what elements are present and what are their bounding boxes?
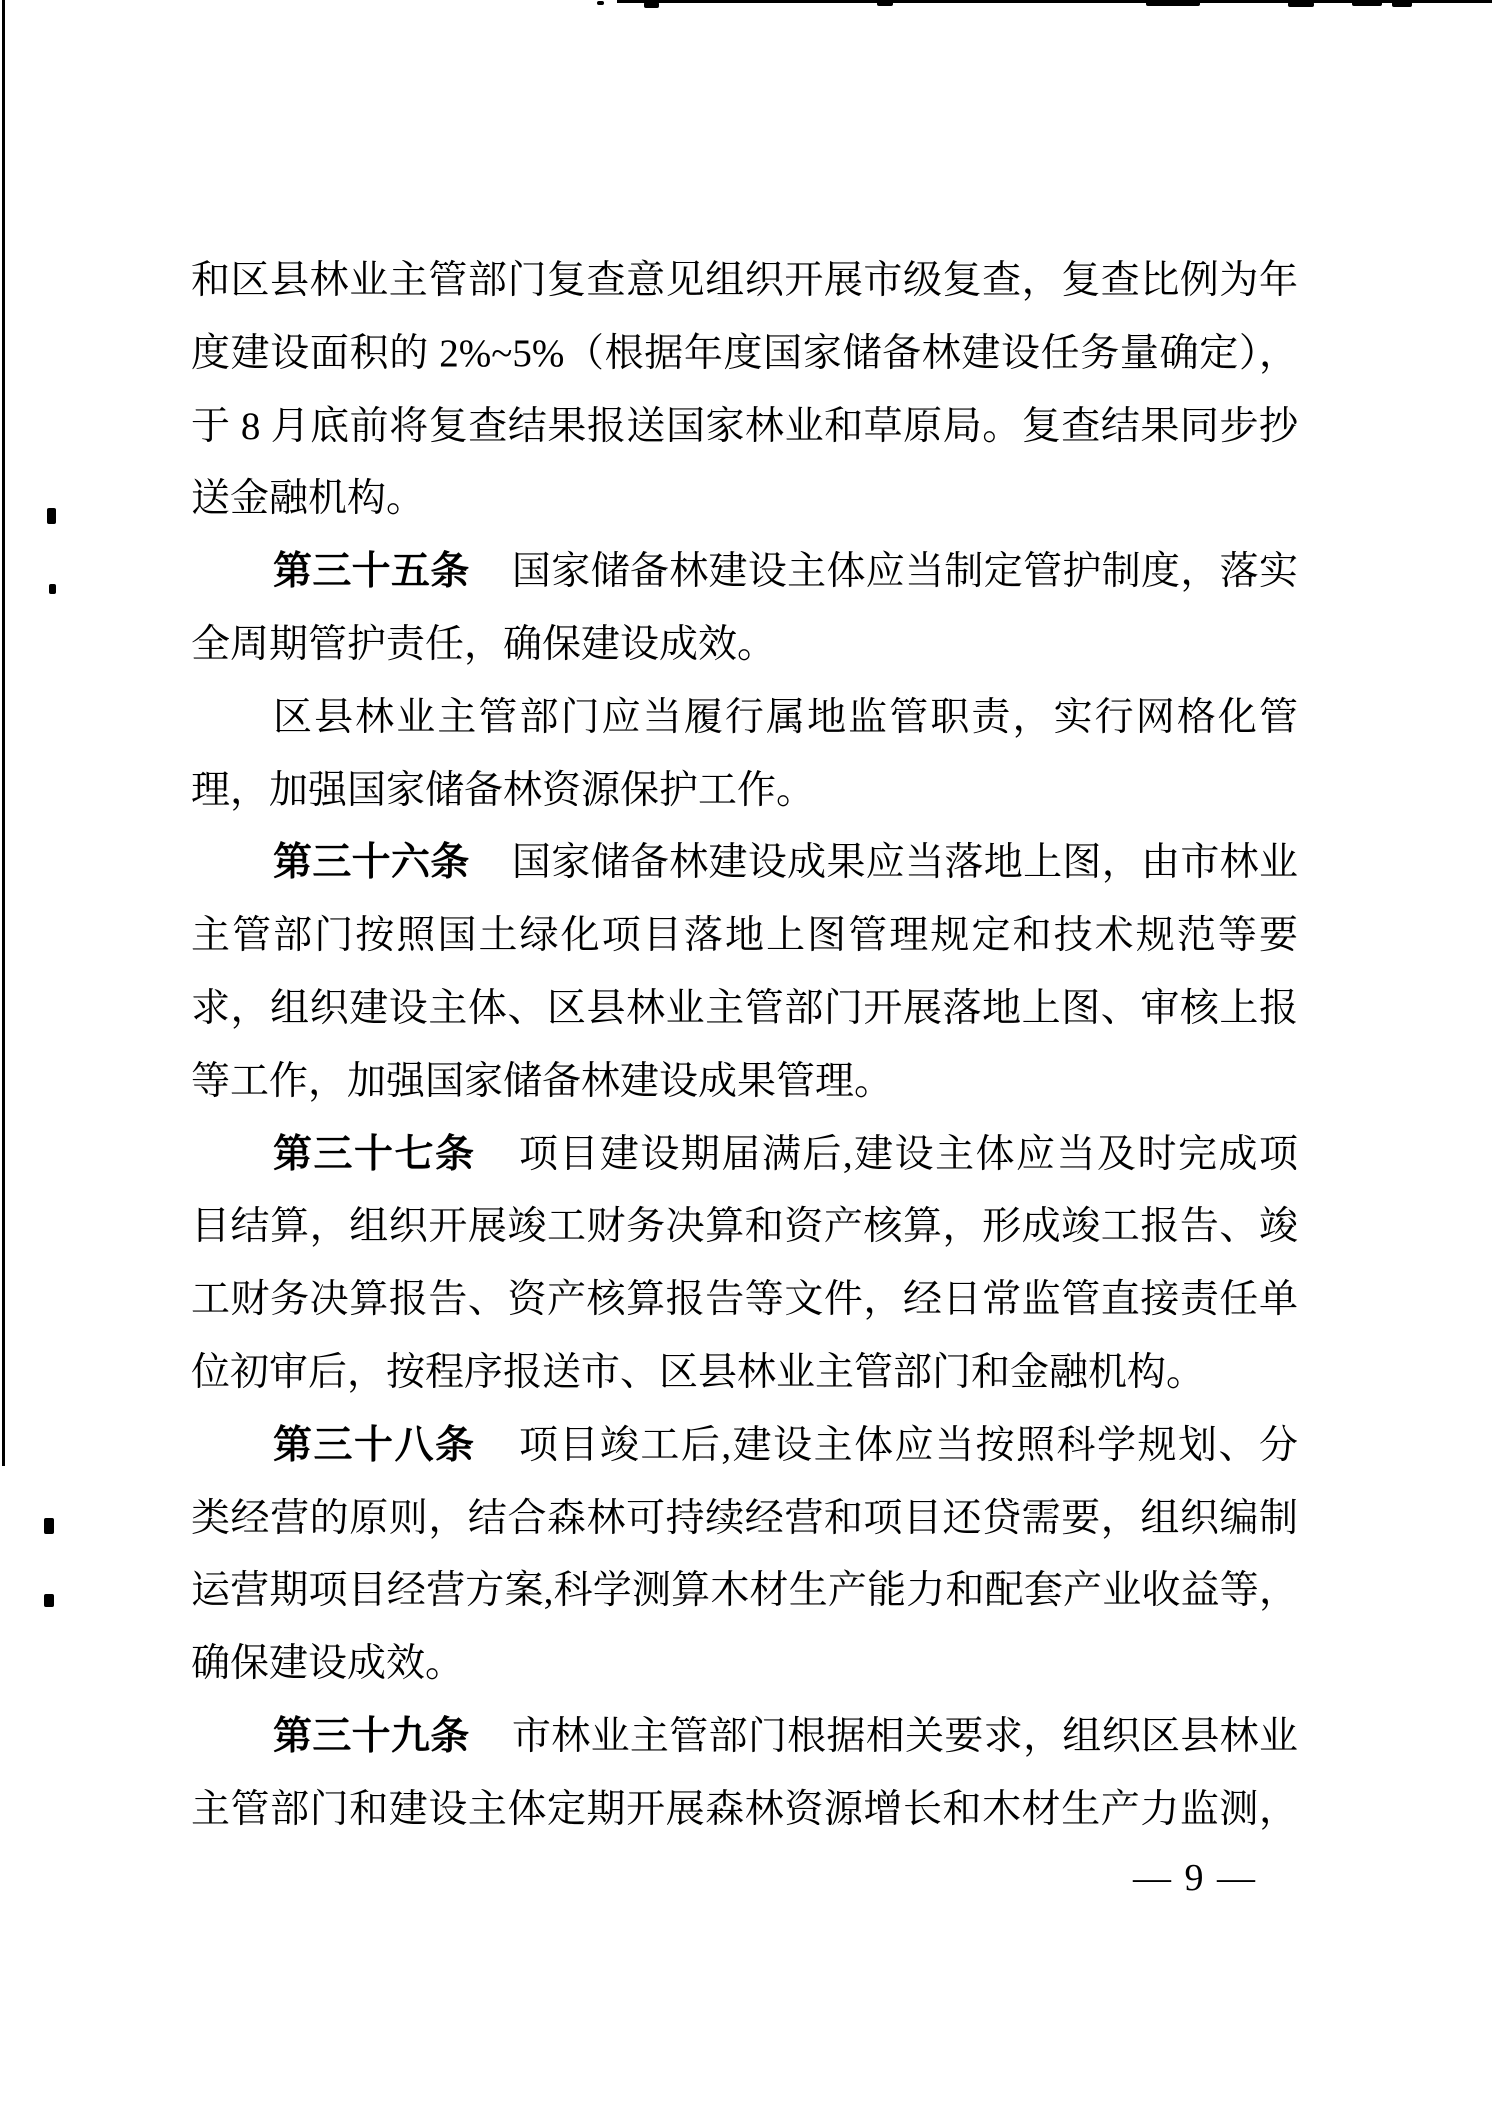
heading-gap [470, 874, 512, 875]
text-line [191, 755, 1298, 828]
text-line [191, 973, 1298, 1046]
line-text: 主管部门和建设主体定期开展森林资源增长和木材生产力监测， [191, 1787, 1298, 1831]
heading-gap [475, 1457, 517, 1458]
line-text: 位初审后，按程序报送市、区县林业主管部门和金融机构。 [191, 1350, 1206, 1394]
article-number-heading: 第三十八条 [273, 1423, 476, 1467]
text-line [191, 1555, 1298, 1628]
line-text: 全周期管护责任，确保建设成效。 [191, 622, 777, 666]
line-text: 确保建设成效。 [191, 1642, 465, 1686]
text-line [191, 391, 1298, 464]
scan-speck [597, 1, 604, 5]
article-number-heading: 第三十六条 [273, 841, 470, 885]
text-line [191, 1191, 1298, 1264]
line-text: 目结算，组织开展竣工财务决算和资产核算，形成竣工报告、竣 [191, 1205, 1298, 1249]
heading-gap [470, 1748, 512, 1749]
line-text: 和区县林业主管部门复查意见组织开展市级复查，复查比例为年 [191, 259, 1298, 302]
line-text: 区县林业主管部门应当履行属地监管职责，实行网格化管 [273, 695, 1298, 739]
page-number: — 9 — [1133, 1857, 1257, 1899]
article-number-heading: 第三十九条 [273, 1714, 470, 1758]
article-number-heading: 第三十五条 [273, 550, 470, 594]
text-line [191, 682, 1298, 755]
margin-ink-dot [44, 1594, 54, 1607]
text-block [191, 245, 1298, 1847]
line-text: 运营期项目经营方案,科学测算木材生产能力和配套产业收益等， [191, 1569, 1298, 1613]
scan-speck [1288, 2, 1314, 7]
text-line [191, 463, 1298, 536]
line-text: 度建设面积的 2%~5%（根据年度国家储备林建设任务量确定）， [191, 331, 1298, 375]
line-text: 主管部门按照国土绿化项目落地上图管理规定和技术规范等要 [191, 914, 1298, 958]
line-text: 市林业主管部门根据相关要求，组织区县林业 [511, 1714, 1298, 1758]
line-text: 项目竣工后,建设主体应当按照科学规划、分 [517, 1423, 1298, 1467]
line-text: 国家储备林建设主体应当制定管护制度，落实 [511, 550, 1298, 594]
text-line [191, 1483, 1298, 1556]
text-line [191, 536, 1298, 609]
text-line [191, 1264, 1298, 1337]
line-text: 工财务决算报告、资产核算报告等文件，经日常监管直接责任单 [191, 1278, 1298, 1322]
text-line [191, 609, 1298, 682]
scan-speck [1392, 0, 1412, 7]
margin-ink-dot [47, 508, 56, 524]
text-line [191, 827, 1298, 900]
line-text: 理，加强国家储备林资源保护工作。 [191, 768, 816, 812]
article-number-heading: 第三十七条 [273, 1132, 476, 1176]
text-line [191, 1337, 1298, 1410]
line-text: 等工作，加强国家储备林建设成果管理。 [191, 1059, 894, 1103]
text-line [191, 900, 1298, 973]
scan-left-edge-line [2, 0, 5, 1466]
margin-ink-dot [49, 584, 56, 594]
heading-gap [475, 1166, 517, 1167]
text-line [191, 1774, 1298, 1847]
line-text: 送金融机构。 [191, 477, 426, 521]
margin-ink-dot [44, 1518, 54, 1534]
text-line [191, 1410, 1298, 1483]
text-line [191, 1701, 1298, 1774]
text-line [191, 318, 1298, 391]
line-text: 类经营的原则，结合森林可持续经营和项目还贷需要，组织编制 [191, 1496, 1298, 1540]
line-text: 于 8 月底前将复查结果报送国家林业和草原局。复查结果同步抄 [191, 404, 1298, 448]
scan-speck [1352, 1, 1382, 6]
scan-speck [1146, 0, 1200, 6]
text-line [191, 1119, 1298, 1192]
scan-speck [877, 1, 893, 6]
text-line [191, 1046, 1298, 1119]
line-text: 求，组织建设主体、区县林业主管部门开展落地上图、审核上报 [191, 986, 1298, 1030]
text-line [191, 245, 1298, 318]
scan-speck [644, 2, 659, 8]
text-line [191, 1628, 1298, 1701]
heading-gap [470, 583, 512, 584]
line-text: 国家储备林建设成果应当落地上图，由市林业 [511, 841, 1298, 885]
line-text: 项目建设期届满后,建设主体应当及时完成项 [517, 1132, 1298, 1176]
